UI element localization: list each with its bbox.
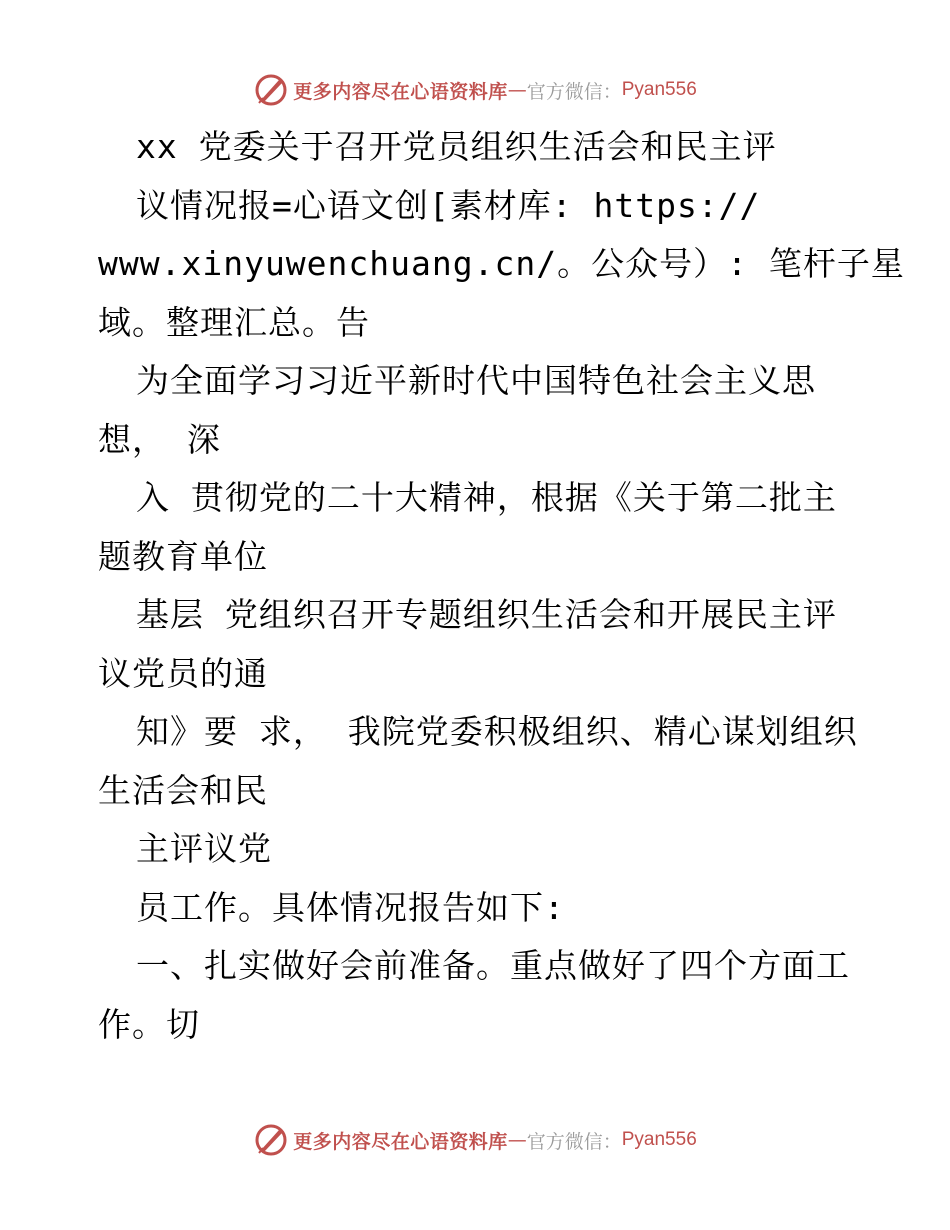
banner-separator: — bbox=[507, 1129, 527, 1151]
text-line-10: 议党员的通 bbox=[98, 653, 268, 693]
banner-wechat-label: 官方微信： bbox=[526, 80, 622, 103]
banner-wechat-label: 官方微信： bbox=[526, 1130, 622, 1153]
header-banner bbox=[0, 72, 950, 108]
text-line-9: 基层 党组织召开专题组织生活会和开展民主评 bbox=[136, 595, 837, 634]
text-line-13: 主评议党 bbox=[136, 829, 272, 868]
footer-banner bbox=[0, 1122, 950, 1158]
text-line-1: xx 党委关于召开党员组织生活会和民主评 bbox=[136, 127, 777, 166]
banner-wechat-id: Pyan556 bbox=[621, 1129, 697, 1150]
banner-text: 更多内容尽在心语资料库 bbox=[293, 1130, 508, 1153]
text-line-16: 作。切 bbox=[98, 1004, 200, 1044]
text-line-7: 入 贯彻党的二十大精神，根据《关于第二批主 bbox=[136, 478, 837, 517]
text-line-11: 知》要 求， 我院党委积极组织、精心谋划组织 bbox=[136, 712, 858, 751]
text-line-12: 生活会和民 bbox=[98, 770, 268, 810]
text-line-8: 题教育单位 bbox=[98, 536, 268, 576]
banner-text: 更多内容尽在心语资料库 bbox=[293, 80, 508, 103]
quill-pen-logo-icon bbox=[253, 1122, 289, 1158]
document-body bbox=[98, 118, 905, 1054]
text-line-3: www.xinyuwenchuang.cn/。公众号）: 笔杆子星 bbox=[98, 244, 905, 283]
text-line-14: 员工作。具体情况报告如下: bbox=[136, 887, 565, 927]
text-line-2: 议情况报=心语文创[素材库: https:// bbox=[136, 185, 761, 225]
banner-separator: — bbox=[507, 79, 527, 101]
text-line-5: 为全面学习习近平新时代中国特色社会主义思 bbox=[136, 361, 816, 400]
banner-wechat-id: Pyan556 bbox=[621, 79, 697, 100]
quill-pen-logo-icon bbox=[253, 72, 289, 108]
text-line-15: 一、扎实做好会前准备。重点做好了四个方面工 bbox=[136, 946, 850, 985]
text-line-6: 想， 深 bbox=[98, 419, 221, 459]
text-line-4: 域。整理汇总。告 bbox=[98, 302, 370, 342]
